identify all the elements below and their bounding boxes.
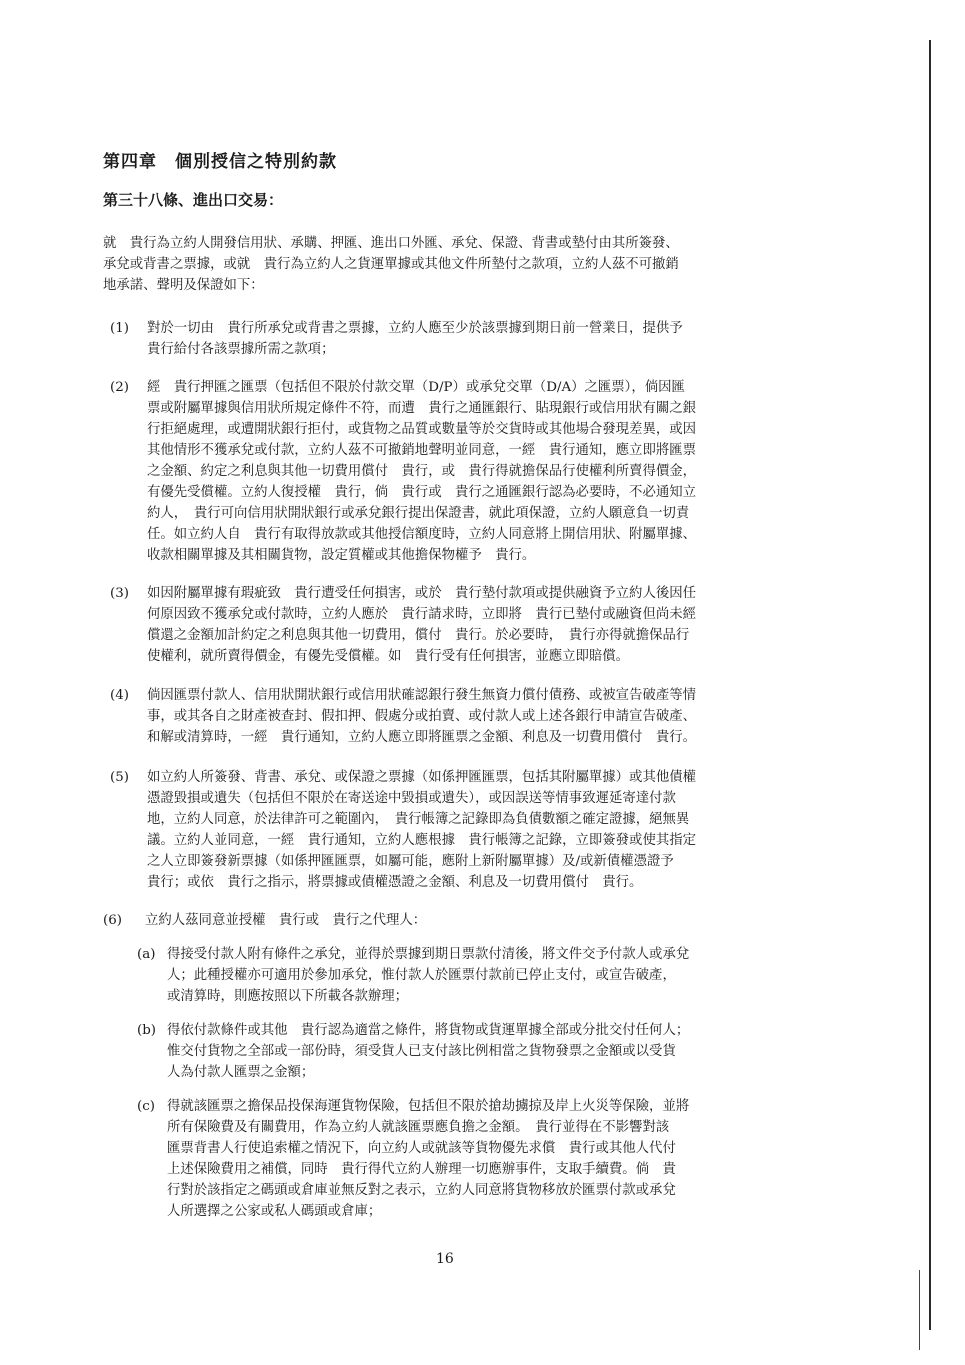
scan-edge-line <box>929 40 931 1330</box>
intro-paragraph <box>103 233 815 296</box>
subclause-line: 匯票背書人行使追索權之情況下，向立約人或就該等貨物優先求償 貴行或其他人代付 <box>167 1141 676 1156</box>
clause-line: 對於一切由 貴行所承兌或背書之票據，立約人應至少於該票據到期日前一營業日，提供予 <box>147 321 683 336</box>
clause-line: 經 貴行押匯之匯票（包括但不限於付款交單（D/P）或承兌交單（D/A）之匯票），倘因匯 <box>147 380 685 395</box>
chapter-title: 第四章 個別授信之特別約款 <box>103 152 337 172</box>
subclause-letter: (b) <box>137 1023 157 1038</box>
clause-line: 任。如立約人自 貴行有取得放款或其他授信額度時，立約人同意將上開信用狀、附屬單據、 <box>147 527 697 542</box>
article-title: 第三十八條、進出口交易： <box>103 191 284 209</box>
clause-number: (6) <box>103 913 122 928</box>
clause-line: 地，立約人同意，於法律許可之範圍內， 貴行帳簿之記錄即為負債數額之確定證據，絕無異 <box>147 812 690 827</box>
clause-line: 收款相關單據及其相關貨物，設定質權或其他擔保物權予 貴行。 <box>147 548 536 563</box>
clause-number: (4) <box>110 688 129 703</box>
subclause-line: 人為付款人匯票之金額； <box>167 1065 315 1080</box>
clause-line: 償還之金額加計約定之利息與其他一切費用，償付 貴行。於必要時， 貴行亦得就擔保品行 <box>147 628 690 643</box>
intro-line: 就 貴行為立約人開發信用狀、承購、押匯、進出口外匯、承兌、保證、背書或墊付由其所簽發、 <box>103 236 679 251</box>
clause-line: 使權利，就所賣得價金，有優先受償權。如 貴行受有任何損害，並應立即賠償。 <box>147 649 630 664</box>
subclause-line: 得依付款條件或其他 貴行認為適當之條件，將貨物或貨運單據全部或分批交付任何人； <box>167 1023 690 1038</box>
clause-line: 倘因匯票付款人、信用狀開狀銀行或信用狀確認銀行發生無資力償付債務、或被宣告破產等情 <box>147 688 697 703</box>
subclause-line: 惟交付貨物之全部或一部份時，須受貨人已支付該比例相當之貨物發票之金額或以受貨 <box>167 1044 676 1059</box>
clause-line: 約人， 貴行可向信用狀開狀銀行或承兌銀行提出保證書，就此項保證，立約人願意負一切責 <box>147 506 690 521</box>
clause-line: 立約人茲同意並授權 貴行或 貴行之代理人： <box>145 913 427 928</box>
subclause-line: 人所選擇之公家或私人碼頭或倉庫； <box>167 1204 382 1219</box>
subclause-line: 得接受付款人附有條件之承兌，並得於票據到期日票款付清後，將文件交予付款人或承兌 <box>167 947 690 962</box>
clause-number: (5) <box>110 770 129 785</box>
intro-line: 承兌或背書之票據，或就 貴行為立約人之貨運單據或其他文件所墊付之款項，立約人茲不可撤銷 <box>103 257 679 272</box>
clause-line: 和解或清算時，一經 貴行通知，立約人應立即將匯票之金額、利息及一切費用償付 貴行。 <box>147 730 697 745</box>
intro-line: 地承諾、聲明及保證如下： <box>103 278 264 293</box>
clause-line: 事，或其各自之財產被查封、假扣押、假處分或拍賣、或付款人或上述各銀行申請宣告破產、 <box>147 709 697 724</box>
clause-number: (2) <box>110 380 129 395</box>
subclause-line: 行對於該指定之碼頭或倉庫並無反對之表示，立約人同意將貨物移放於匯票付款或承兌 <box>167 1183 676 1198</box>
clause-line: 之金額、約定之利息與其他一切費用償付 貴行，或 貴行得就擔保品行使權利所賣得價金， <box>147 464 697 479</box>
clause-line: 何原因致不獲承兌或付款時，立約人應於 貴行請求時，立即將 貴行已墊付或融資但尚未經 <box>147 607 697 622</box>
clause-line: 如立約人所簽發、背書、承兌、或保證之票據（如係押匯匯票，包括其附屬單據）或其他債權 <box>147 770 697 785</box>
clause-line: 憑證毀損或遺失（包括但不限於在寄送途中毀損或遺失），或因誤送等情事致遲延寄達付款 <box>147 791 676 806</box>
clause-line: 貴行；或依 貴行之指示，將票據或債權憑證之金額、利息及一切費用償付 貴行。 <box>147 875 643 890</box>
subclause-line: 或清算時，則應按照以下所載各款辦理； <box>167 989 409 1004</box>
clause-line: 有優先受償權。立約人復授權 貴行，倘 貴行或 貴行之通匯銀行認為必要時，不必通知立 <box>147 485 697 500</box>
clause-number: (1) <box>110 321 129 336</box>
subclause-letter: (c) <box>137 1099 155 1114</box>
subclause-line: 上述保險費用之補償，同時 貴行得代立約人辦理一切應辦事件，支取手續費。倘 貴 <box>167 1162 676 1177</box>
scan-edge-line-lower <box>919 1270 920 1350</box>
subclause-line: 得就該匯票之擔保品投保海運貨物保險，包括但不限於搶劫擄掠及岸上火災等保險，並將 <box>167 1099 690 1114</box>
clause-line: 貴行給付各該票據所需之款項； <box>147 342 335 357</box>
subclause-line: 人；此種授權亦可適用於參加承兌，惟付款人於匯票付款前已停止支付，或宣告破產， <box>167 968 676 983</box>
subclause-letter: (a) <box>137 947 156 962</box>
subclause-line: 所有保險費及有關費用，作為立約人就該匯票應負擔之金額。 貴行並得在不影響對該 <box>167 1120 670 1135</box>
clause-number: (3) <box>110 586 129 601</box>
clause-line: 之人立即簽發新票據（如係押匯匯票，如屬可能，應附上新附屬單據）及/或新債權憑證予 <box>147 854 674 869</box>
clause-line: 議。立約人並同意，一經 貴行通知，立約人應根據 貴行帳簿之記錄，立即簽發或使其指定 <box>147 833 697 848</box>
clause-line: 其他情形不獲承兌或付款，立約人茲不可撤銷地聲明並同意，一經 貴行通知，應立即將匯票 <box>147 443 697 458</box>
page-number: 16 <box>436 1251 454 1267</box>
clause-line: 行拒絕處理，或遭開狀銀行拒付，或貨物之品質或數量等於交貨時或其他場合發現差異，或因 <box>147 422 697 437</box>
clause-line: 如因附屬單據有瑕疵致 貴行遭受任何損害，或於 貴行墊付款項或提供融資予立約人後因任 <box>147 586 697 601</box>
clause-line: 票或附屬單據與信用狀所規定條件不符，而遭 貴行之通匯銀行、貼現銀行或信用狀有關之銀 <box>147 401 697 416</box>
